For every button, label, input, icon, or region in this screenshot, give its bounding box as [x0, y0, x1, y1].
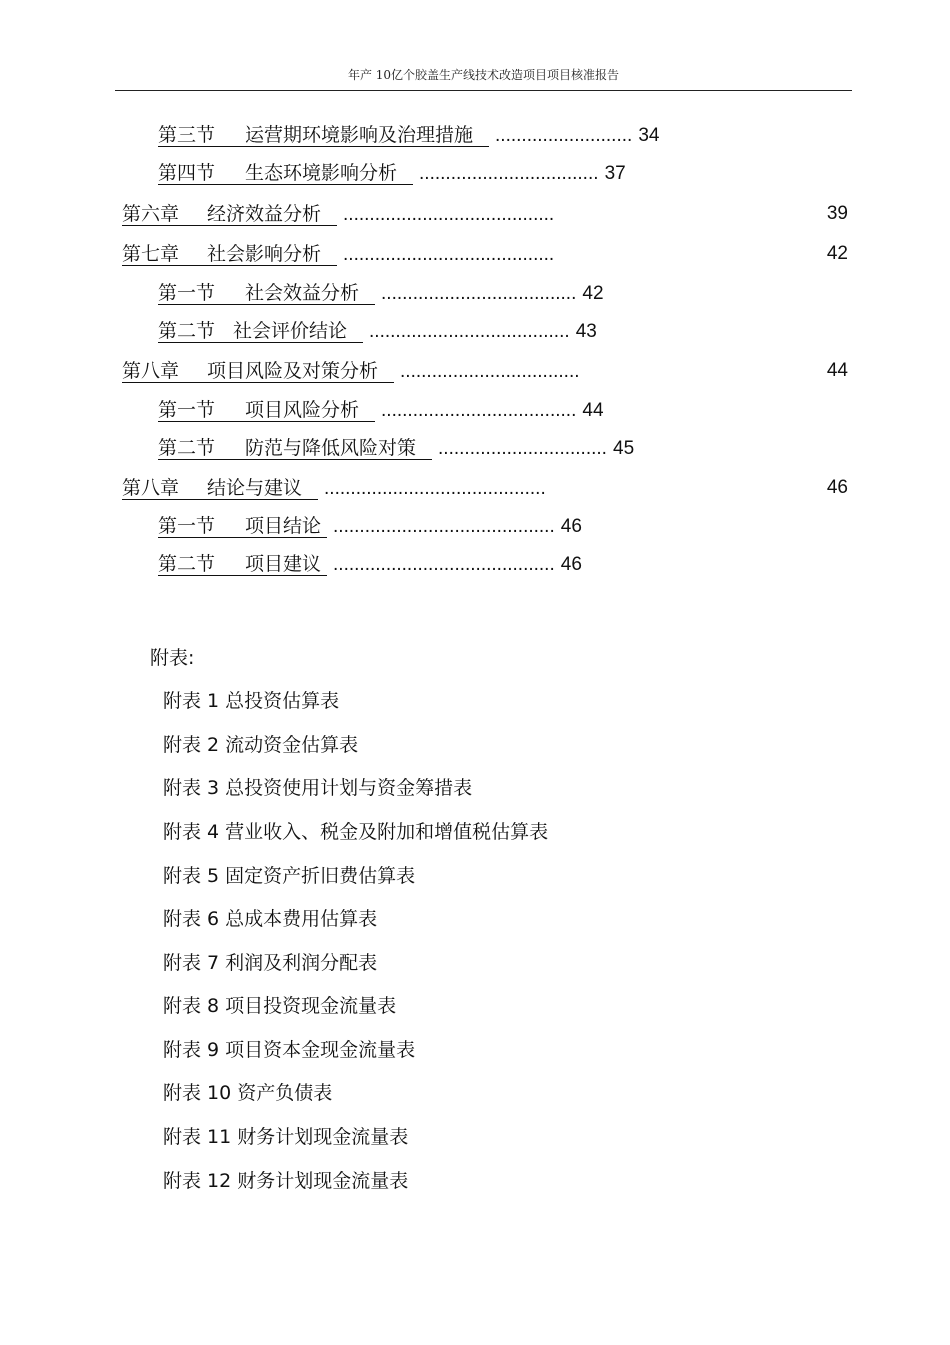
toc-page: 37 — [604, 163, 626, 184]
toc-row[interactable] — [158, 435, 634, 461]
appendix-item: 附表 10 资产负债表 — [163, 1082, 333, 1104]
toc-row[interactable] — [122, 201, 848, 227]
toc-number: 第四节 — [158, 162, 216, 184]
toc-page: 44 — [582, 400, 604, 421]
toc-entry — [158, 437, 432, 460]
toc-title: 经济效益分析 — [207, 203, 322, 225]
toc-row[interactable] — [158, 122, 659, 148]
toc-page: 42 — [826, 243, 848, 264]
appendix-item: 附表 5 固定资产折旧费估算表 — [163, 865, 416, 887]
toc-number: 第一节 — [158, 282, 216, 304]
toc-title: 生态环境影响分析 — [245, 162, 398, 184]
toc-title: 结论与建议 — [207, 477, 303, 499]
toc-number: 第三节 — [158, 124, 216, 146]
toc-row[interactable] — [158, 397, 604, 423]
toc-leader: .......................................... — [333, 516, 555, 537]
toc-entry — [158, 282, 375, 305]
toc-title: 社会评价结论 — [233, 320, 348, 342]
toc-title: 社会影响分析 — [207, 243, 322, 265]
toc-number: 第二节 — [158, 553, 216, 575]
toc-row[interactable] — [122, 475, 848, 501]
appendix-heading: 附表: — [150, 647, 195, 669]
toc-title: 社会效益分析 — [245, 282, 360, 304]
toc-entry — [158, 399, 375, 422]
toc-leader: ........................................ — [343, 244, 555, 265]
header-divider — [115, 90, 852, 91]
toc-leader: ........................................ — [343, 204, 555, 225]
appendix-item: 附表 2 流动资金估算表 — [163, 734, 359, 756]
toc-page: 34 — [638, 125, 660, 146]
toc-page: 39 — [826, 203, 848, 224]
toc-leader: .................................. — [400, 361, 580, 382]
toc-row[interactable] — [158, 280, 604, 306]
toc-leader: ...................................... — [369, 321, 570, 342]
toc-row[interactable] — [122, 241, 848, 267]
toc-title: 防范与降低风险对策 — [245, 437, 417, 459]
toc-page: 46 — [826, 477, 848, 498]
toc-page: 43 — [575, 321, 597, 342]
toc-page: 46 — [560, 516, 582, 537]
appendix-item: 附表 11 财务计划现金流量表 — [163, 1126, 409, 1148]
appendix-item: 附表 9 项目资本金现金流量表 — [163, 1039, 416, 1061]
toc-row[interactable] — [158, 160, 626, 186]
toc-title: 项目风险及对策分析 — [207, 360, 379, 382]
toc-entry — [158, 515, 327, 538]
toc-leader: ..................................... — [381, 283, 577, 304]
toc-number: 第六章 — [122, 203, 180, 225]
toc-title: 项目风险分析 — [245, 399, 360, 421]
appendix-item: 附表 8 项目投资现金流量表 — [163, 995, 397, 1017]
appendix-item: 附表 4 营业收入、税金及附加和增值税估算表 — [163, 821, 549, 843]
toc-leader: .......................................... — [333, 554, 555, 575]
toc-row[interactable] — [158, 318, 597, 344]
toc-row[interactable] — [158, 513, 582, 539]
toc-title: 项目建议 — [245, 553, 322, 575]
appendix-item: 附表 6 总成本费用估算表 — [163, 908, 378, 930]
toc-title: 运营期环境影响及治理措施 — [245, 124, 474, 146]
appendix-item: 附表 7 利润及利润分配表 — [163, 952, 378, 974]
toc-number: 第八章 — [122, 477, 180, 499]
toc-number: 第二节 — [158, 437, 216, 459]
toc-page: 46 — [560, 554, 582, 575]
toc-entry — [158, 320, 363, 343]
toc-number: 第一节 — [158, 515, 216, 537]
toc-title: 项目结论 — [245, 515, 322, 537]
toc-page: 44 — [826, 360, 848, 381]
toc-number: 第一节 — [158, 399, 216, 421]
toc-leader: ................................ — [438, 438, 607, 459]
toc-entry — [122, 243, 337, 266]
toc-entry — [158, 162, 413, 185]
toc-entry — [122, 203, 337, 226]
appendix-item: 附表 1 总投资估算表 — [163, 690, 340, 712]
toc-number: 第八章 — [122, 360, 180, 382]
appendix-item: 附表 3 总投资使用计划与资金筹措表 — [163, 777, 473, 799]
appendix-item: 附表 12 财务计划现金流量表 — [163, 1170, 409, 1192]
toc-entry — [122, 360, 394, 383]
toc-row[interactable] — [122, 358, 848, 384]
toc-leader: .......................................... — [324, 478, 546, 499]
toc-entry — [158, 553, 327, 576]
toc-entry — [158, 124, 489, 147]
toc-leader: .................................. — [419, 163, 599, 184]
toc-page: 42 — [582, 283, 604, 304]
toc-number: 第七章 — [122, 243, 180, 265]
toc-page: 45 — [613, 438, 635, 459]
toc-entry — [122, 477, 318, 500]
page-header: 年产 10亿个胶盖生产线技术改造项目项目核准报告 — [347, 68, 620, 82]
toc-leader: .......................... — [495, 125, 633, 146]
toc-number: 第二节 — [158, 320, 216, 342]
toc-leader: ..................................... — [381, 400, 577, 421]
toc-row[interactable] — [158, 551, 582, 577]
